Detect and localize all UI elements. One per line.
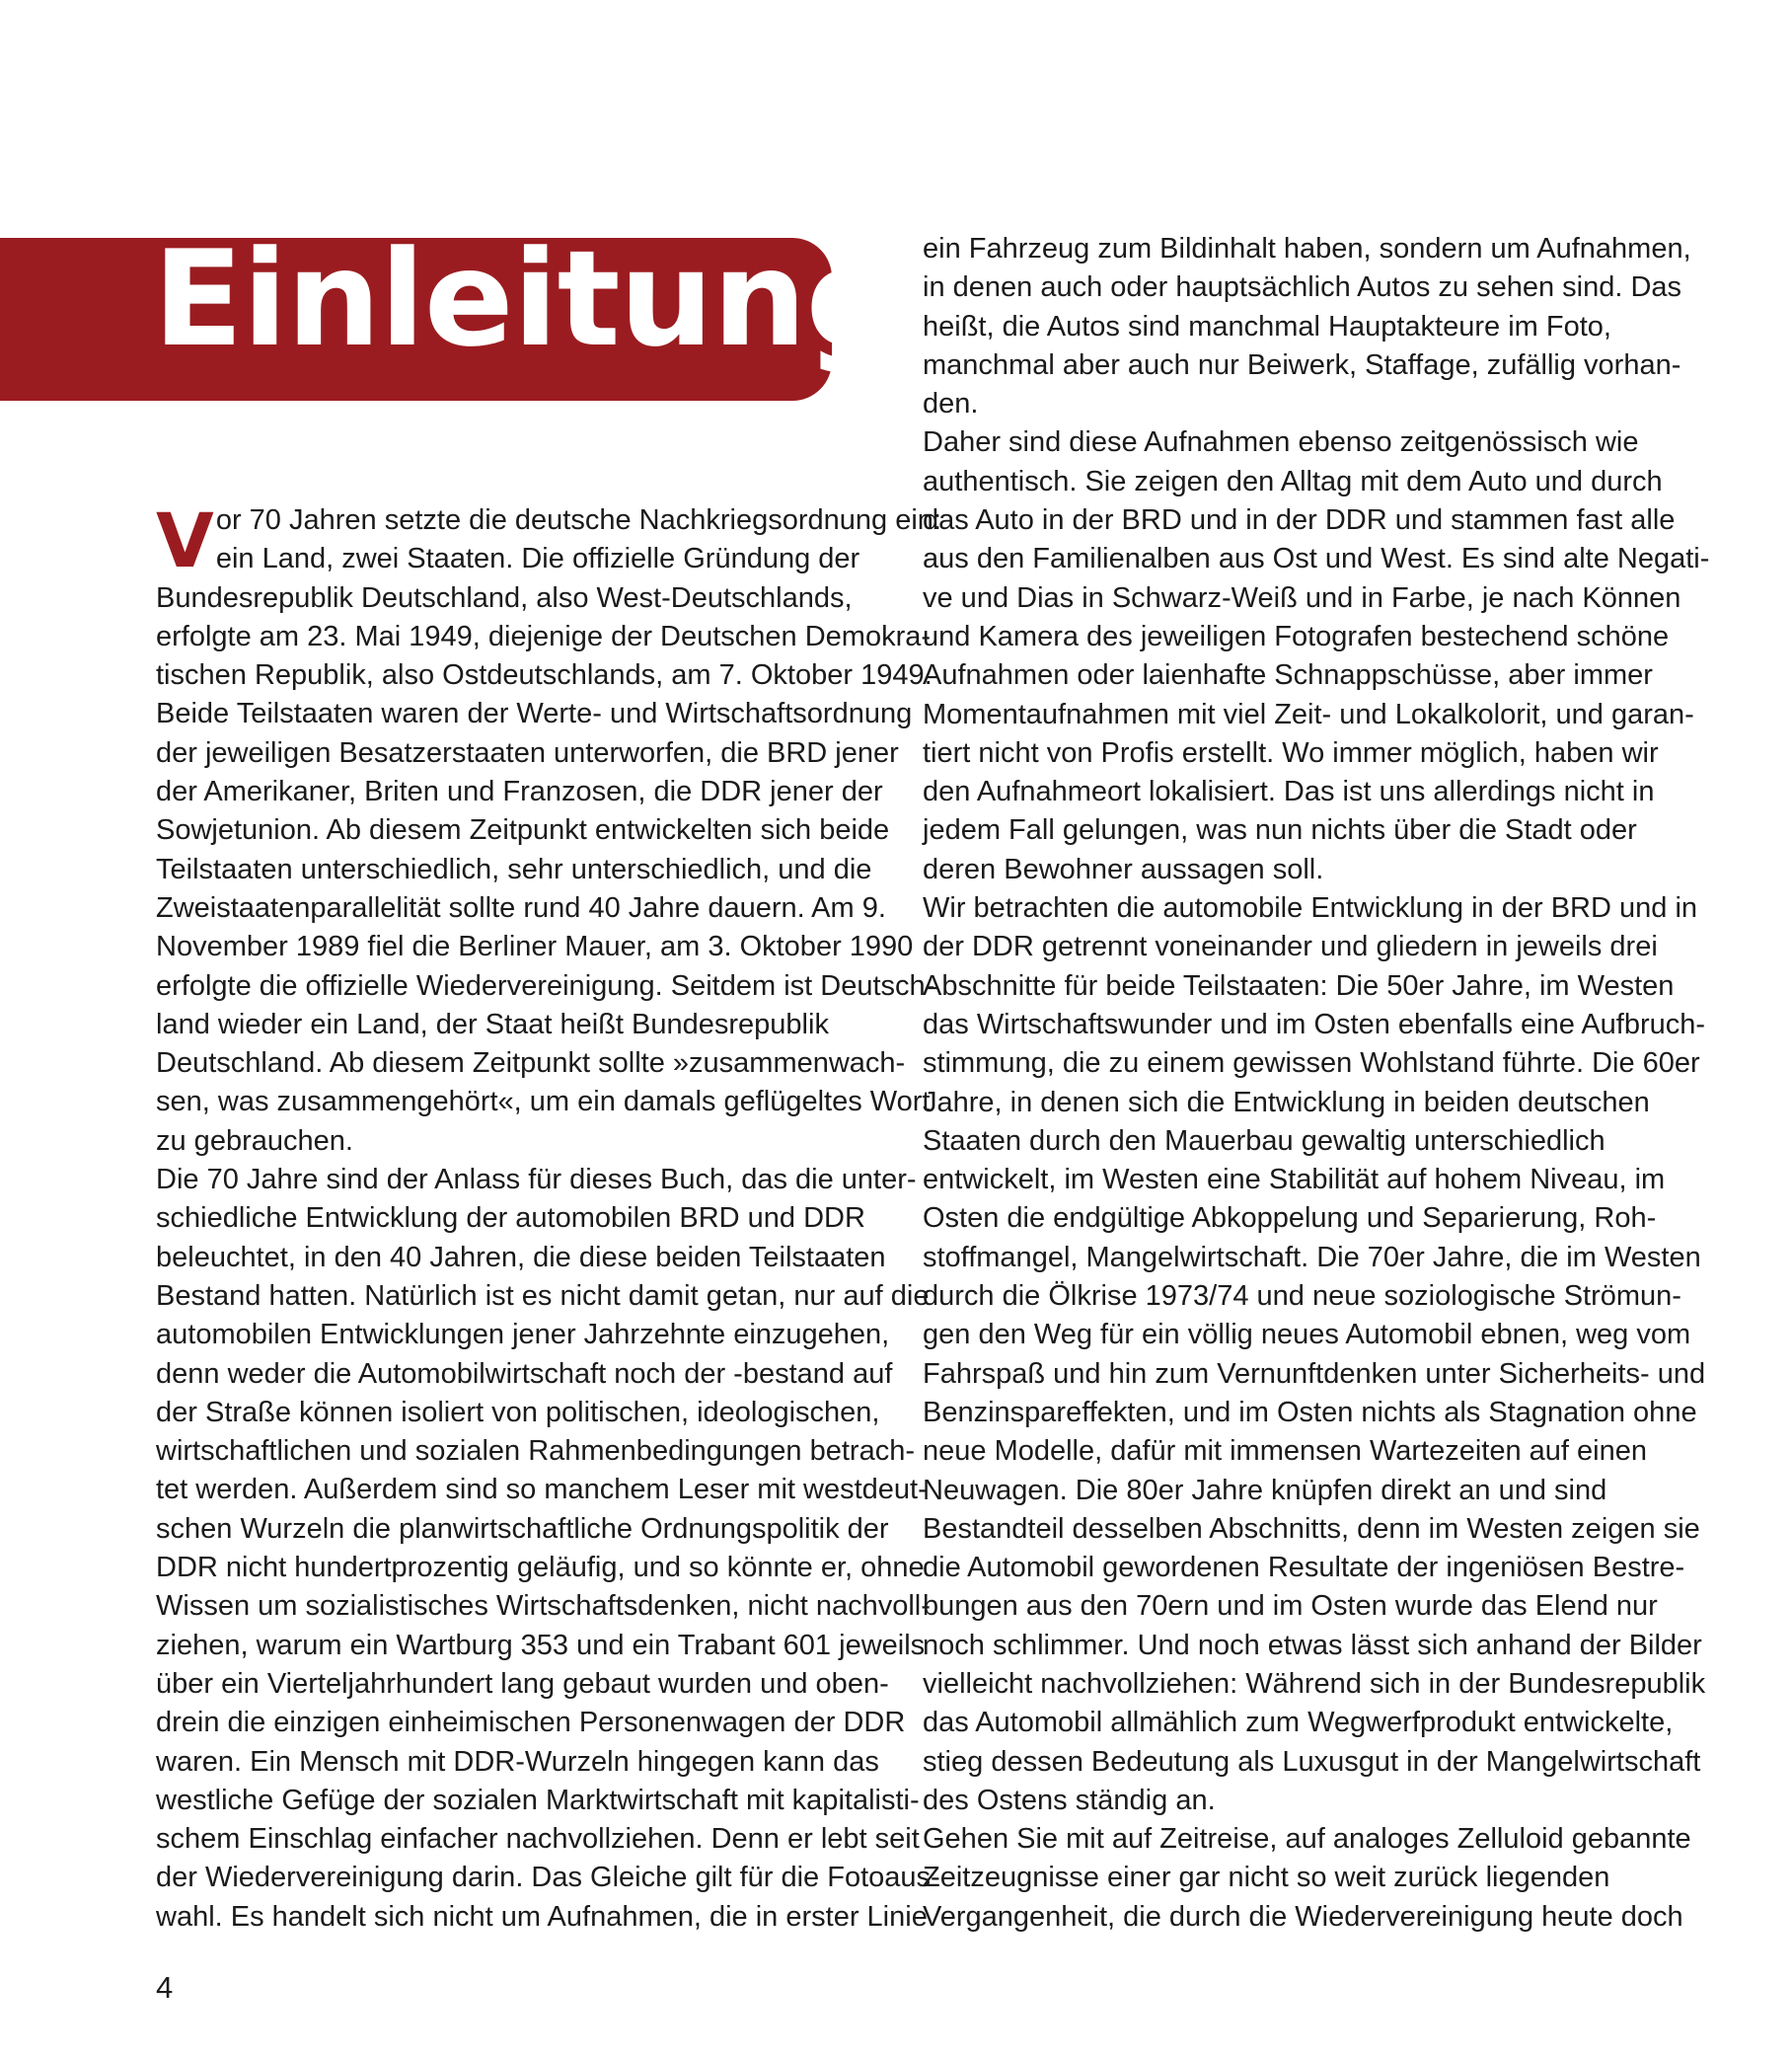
text-line: schem Einschlag einfacher nachvollziehen. Denn er lebt seit: [156, 1823, 920, 1856]
text-line: westliche Gefüge der sozialen Marktwirtschaft mit kapitalisti-: [156, 1784, 920, 1816]
text-line: und Kamera des jeweiligen Fotografen bestechend schöne: [923, 620, 1670, 652]
text-line: Wir betrachten die automobile Entwicklung in der BRD und in: [923, 892, 1698, 925]
text-line: das Wirtschaftswunder und im Osten ebenfalls eine Aufbruch-: [923, 1008, 1706, 1040]
text-line: die Automobil gewordenen Resultate der ingeniösen Bestre-: [923, 1552, 1685, 1584]
text-line: beleuchtet, in den 40 Jahren, die diese beiden Teilstaaten: [156, 1241, 886, 1273]
text-line: den Aufnahmeort lokalisiert. Das ist uns allerdings nicht in: [923, 776, 1655, 808]
text-line: der Straße können isoliert von politischen, ideologischen,: [156, 1396, 880, 1428]
text-line: des Ostens ständig an.: [923, 1784, 1216, 1816]
text-line: stieg dessen Bedeutung als Luxusgut in der Mangelwirtschaft: [923, 1745, 1701, 1778]
text-line: tet werden. Außerdem sind so manchem Leser mit westdeut-: [156, 1474, 928, 1506]
text-line: der Wiedervereinigung darin. Das Gleiche gilt für die Fotoaus-: [156, 1862, 940, 1894]
text-line: Daher sind diese Aufnahmen ebenso zeitgenössisch wie: [923, 426, 1639, 459]
left-text-column: [156, 496, 941, 1937]
text-line: stimmung, die zu einem gewissen Wohlstand führte. Die 60er: [923, 1047, 1700, 1080]
text-line: das Automobil allmählich zum Wegwerfprodukt entwickelte,: [923, 1707, 1674, 1739]
text-line: Neuwagen. Die 80er Jahre knüpfen direkt an und sind: [923, 1474, 1607, 1506]
text-line: Bundesrepublik Deutschland, also West-Deutschlands,: [156, 581, 853, 614]
text-line: ein Land, zwei Staaten. Die offizielle Gründung der: [215, 543, 860, 575]
text-line: Vergangenheit, die durch die Wiedervereinigung heute doch: [923, 1900, 1683, 1933]
text-line: manchmal aber auch nur Beiwerk, Staffage, zufällig vorhan-: [923, 348, 1681, 381]
text-line: vielleicht nachvollziehen: Während sich in der Bundesrepublik: [923, 1667, 1706, 1700]
text-line: ein Fahrzeug zum Bildinhalt haben, sondern um Aufnahmen,: [923, 233, 1691, 265]
text-line: Bestandteil desselben Abschnitts, denn im Westen zeigen sie: [923, 1512, 1700, 1545]
text-line: entwickelt, im Westen eine Stabilität auf hohem Niveau, im: [923, 1164, 1666, 1196]
text-line: erfolgte am 23. Mai 1949, diejenige der Deutschen Demokra-: [156, 620, 932, 652]
text-line: Zeitzeugnisse einer gar nicht so weit zurück liegenden: [923, 1862, 1610, 1894]
text-line: November 1989 fiel die Berliner Mauer, am 3. Oktober 1990: [156, 931, 914, 963]
text-line: das Auto in der BRD und in der DDR und stammen fast alle: [923, 504, 1676, 537]
text-line: automobilen Entwicklungen jener Jahrzehnte einzugehen,: [156, 1319, 890, 1351]
text-line: Aufnahmen oder laienhafte Schnappschüsse, aber immer: [923, 659, 1653, 692]
text-line: authentisch. Sie zeigen den Alltag mit dem Auto und durch: [923, 465, 1663, 497]
text-line: tiert nicht von Profis erstellt. Wo immer möglich, haben wir: [923, 736, 1659, 769]
text-line: den.: [923, 388, 979, 420]
text-line: wahl. Es handelt sich nicht um Aufnahmen, die in erster Linie: [156, 1900, 928, 1933]
text-line: Sowjetunion. Ab diesem Zeitpunkt entwickelten sich beide: [156, 814, 890, 847]
text-line: drein die einzigen einheimischen Personenwagen der DDR: [156, 1707, 906, 1739]
text-line: Osten die endgültige Abkoppelung und Separierung, Roh-: [923, 1202, 1657, 1235]
text-line: gen den Weg für ein völlig neues Automobil ebnen, weg vom: [923, 1319, 1691, 1351]
text-line: Fahrspaß und hin zum Vernunftdenken unter Sicherheits- und: [923, 1357, 1706, 1390]
text-line: Abschnitte für beide Teilstaaten: Die 50er Jahre, im Westen: [923, 969, 1675, 1002]
text-line: DDR nicht hundertprozentig geläufig, und so könnte er, ohne: [156, 1552, 925, 1584]
text-line: Die 70 Jahre sind der Anlass für dieses Buch, das die unter-: [156, 1164, 917, 1196]
text-line: Momentaufnahmen mit viel Zeit- und Lokalkolorit, und garan-: [923, 698, 1694, 730]
text-line: durch die Ölkrise 1973/74 und neue soziologische Strömun-: [923, 1280, 1681, 1313]
page-number: 4: [156, 1970, 174, 2005]
text-line: der jeweiligen Besatzerstaaten unterworfen, die BRD jener: [156, 736, 899, 769]
page-title: Einleitung: [153, 222, 900, 376]
text-line: bungen aus den 70ern und im Osten wurde das Elend nur: [923, 1590, 1658, 1623]
text-line: der DDR getrennt voneinander und gliedern in jeweils drei: [923, 931, 1658, 963]
text-line: Jahre, in denen sich die Entwicklung in beiden deutschen: [923, 1086, 1650, 1118]
text-line: Staaten durch den Mauerbau gewaltig unterschiedlich: [923, 1124, 1605, 1157]
text-line: tischen Republik, also Ostdeutschlands, am 7. Oktober 1949.: [156, 659, 933, 692]
text-line: neue Modelle, dafür mit immensen Wartezeiten auf einen: [923, 1435, 1647, 1468]
text-line: deren Bewohner aussagen soll.: [923, 853, 1324, 885]
text-line: Beide Teilstaaten waren der Werte- und Wirtschaftsordnung: [156, 698, 913, 730]
drop-cap: V: [156, 496, 214, 584]
text-line: wirtschaftlichen und sozialen Rahmenbedingungen betrach-: [156, 1435, 915, 1468]
text-line: denn weder die Automobilwirtschaft noch der -bestand auf: [156, 1357, 893, 1390]
text-line: in denen auch oder hauptsächlich Autos zu sehen sind. Das: [923, 271, 1682, 304]
right-text-column: [923, 230, 1710, 1937]
text-line: Wissen um sozialistisches Wirtschaftsdenken, nicht nachvoll-: [156, 1590, 931, 1623]
text-line: Deutschland. Ab diesem Zeitpunkt sollte »zusammenwach-: [156, 1047, 906, 1080]
text-line: der Amerikaner, Briten und Franzosen, die DDR jener der: [156, 776, 883, 808]
text-line: Teilstaaten unterschiedlich, sehr unterschiedlich, und die: [156, 853, 872, 885]
text-line: Gehen Sie mit auf Zeitreise, auf analoges Zelluloid gebannte: [923, 1823, 1691, 1856]
text-line: or 70 Jahren setzte die deutsche Nachkriegsordnung ein:: [215, 504, 941, 536]
text-line: schiedliche Entwicklung der automobilen BRD und DDR: [156, 1202, 865, 1235]
text-line: jedem Fall gelungen, was nun nichts über die Stadt oder: [923, 814, 1637, 847]
text-line: Benzinspareffekten, und im Osten nichts als Stagnation ohne: [923, 1396, 1697, 1428]
text-line: sen, was zusammengehört«, um ein damals geflügeltes Wort: [156, 1086, 931, 1118]
text-line: zu gebrauchen.: [156, 1124, 353, 1157]
text-line: Bestand hatten. Natürlich ist es nicht damit getan, nur auf die: [156, 1279, 930, 1312]
text-line: aus den Familienalben aus Ost und West. Es sind alte Negati-: [923, 543, 1710, 575]
text-line: ziehen, warum ein Wartburg 353 und ein Trabant 601 jeweils: [156, 1629, 926, 1661]
text-line: noch schlimmer. Und noch etwas lässt sich anhand der Bilder: [923, 1629, 1702, 1661]
text-line: waren. Ein Mensch mit DDR-Wurzeln hingegen kann das: [156, 1745, 879, 1778]
text-line: ve und Dias in Schwarz-Weiß und in Farbe, je nach Können: [923, 581, 1681, 614]
text-line: land wieder ein Land, der Staat heißt Bundesrepublik: [156, 1008, 829, 1040]
text-line: stoffmangel, Mangelwirtschaft. Die 70er Jahre, die im Westen: [923, 1241, 1701, 1273]
text-line: Zweistaatenparallelität sollte rund 40 Jahre dauern. Am 9.: [156, 891, 886, 924]
text-line: heißt, die Autos sind manchmal Hauptakteure im Foto,: [923, 310, 1611, 343]
text-line: schen Wurzeln die planwirtschaftliche Ordnungspolitik der: [156, 1512, 889, 1545]
text-line: erfolgte die offizielle Wiedervereinigung. Seitdem ist Deutsch-: [156, 969, 935, 1002]
text-line: über ein Vierteljahrhundert lang gebaut wurden und oben-: [156, 1667, 889, 1700]
